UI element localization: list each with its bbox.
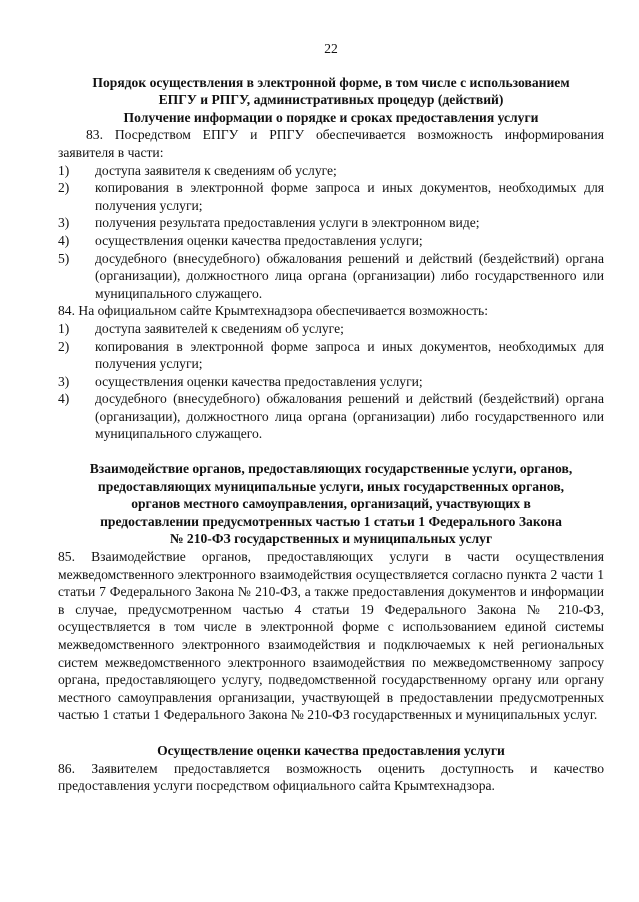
heading-line: предоставляющих муниципальные услуги, иных государственных органов,: [97, 478, 565, 494]
heading-line: Порядок осуществления в электронной форме, в том числе с использованием: [92, 74, 570, 90]
paragraph-84: 84. На официальном сайте Крымтехнадзора обеспечивается возможность:: [58, 303, 489, 319]
heading-line: органов местного самоуправления, организаций, участвующих в: [131, 496, 531, 512]
heading-line: предоставлении предусмотренных частью 1 статьи 1 Федерального Закона: [100, 513, 562, 529]
list-item-number: 3): [58, 215, 70, 231]
spacer: [58, 724, 604, 742]
section-heading-electronic-procedures: [58, 74, 604, 127]
list-item-number: 5): [58, 250, 70, 266]
list-item-number: 4): [58, 232, 70, 248]
heading-line: ЕПГУ и РПГУ, административных процедур (действий): [158, 92, 504, 108]
list-item-text: осуществления оценки качества предоставления услуги;: [95, 232, 423, 248]
list-item-text: досудебного (внесудебного) обжалования решений и действий (бездействий) органа (организации), должностного лица органа (организации) либо государственного или муниципального служащего.: [95, 391, 604, 442]
list-83: [58, 162, 604, 303]
heading-line: Взаимодействие органов, предоставляющих государственные услуги, органов,: [89, 461, 573, 477]
list-item-text: доступа заявителей к сведениям об услуге;: [95, 320, 344, 336]
document-page: [58, 40, 604, 795]
list-item: [58, 250, 604, 303]
paragraph-85: 85. Взаимодействие органов, предоставляющих услуги в части осуществления межведомственного электронного взаимодействия осуществляется согласно пункта 2 части 1 статьи 7 Федерального Закона № 210-ФЗ, а также предоставления документов и информации в случае, предусмотренном частью 4 статьи 19 Федерального Закона № 210-ФЗ, осуществляется в том числе в электронной форме с использованием единой системы межведомственного электронного взаимодействия и подключаемых к ней региональных систем межведомственного электронного взаимодействия по межведомственному запросу органа, предоставляющего услугу, подведомственной государственному органу или органу местного самоуправления организации, участвующей в предоставлении предусмотренных частью 1 статьи 1 Федерального Закона № 210-ФЗ государственных и муниципальных услуг.: [58, 549, 604, 723]
list-item: [58, 232, 604, 250]
section-heading-quality-assessment: Осуществление оценки качества предоставления услуги: [157, 742, 505, 758]
list-item-text: осуществления оценки качества предоставления услуги;: [95, 373, 423, 389]
list-item-number: 2): [58, 180, 70, 196]
page-number: 22: [324, 41, 338, 56]
list-item: [58, 373, 604, 391]
list-item: [58, 338, 604, 373]
list-item-text: копирования в электронной форме запроса и иных документов, необходимых для получения услуги;: [95, 180, 604, 213]
section-heading-interaction: [58, 460, 604, 548]
list-84: [58, 320, 604, 443]
list-item: [58, 214, 604, 232]
list-item-text: получения результата предоставления услуги в электронном виде;: [95, 215, 480, 231]
paragraph-86: 86. Заявителем предоставляется возможность оценить доступность и качество предоставления услуги посредством официального сайта Крымтехнадзора.: [58, 760, 604, 794]
heading-line: № 210-ФЗ государственных и муниципальных услуг: [169, 531, 493, 547]
list-item-number: 1): [58, 320, 70, 336]
list-item: [58, 162, 604, 180]
list-item-text: копирования в электронной форме запроса и иных документов, необходимых для получения услуги;: [95, 338, 604, 372]
heading-line: Получение информации о порядке и сроках предоставления услуги: [123, 109, 539, 125]
list-item-number: 4): [58, 391, 70, 407]
list-item: [58, 390, 604, 443]
list-item-number: 2): [58, 338, 70, 354]
paragraph-83: 83. Посредством ЕПГУ и РПГУ обеспечивается возможность информирования заявителя в части:: [58, 127, 604, 160]
list-item-number: 1): [58, 162, 70, 178]
spacer: [58, 443, 604, 460]
list-item-text: досудебного (внесудебного) обжалования решений и действий (бездействий) органа (организации), должностного лица органа (организации) либо государственного или муниципального служащего.: [95, 250, 604, 301]
list-item: [58, 320, 604, 338]
list-item-text: доступа заявителя к сведениям об услуге;: [95, 162, 337, 178]
list-item: [58, 179, 604, 214]
list-item-number: 3): [58, 373, 70, 389]
